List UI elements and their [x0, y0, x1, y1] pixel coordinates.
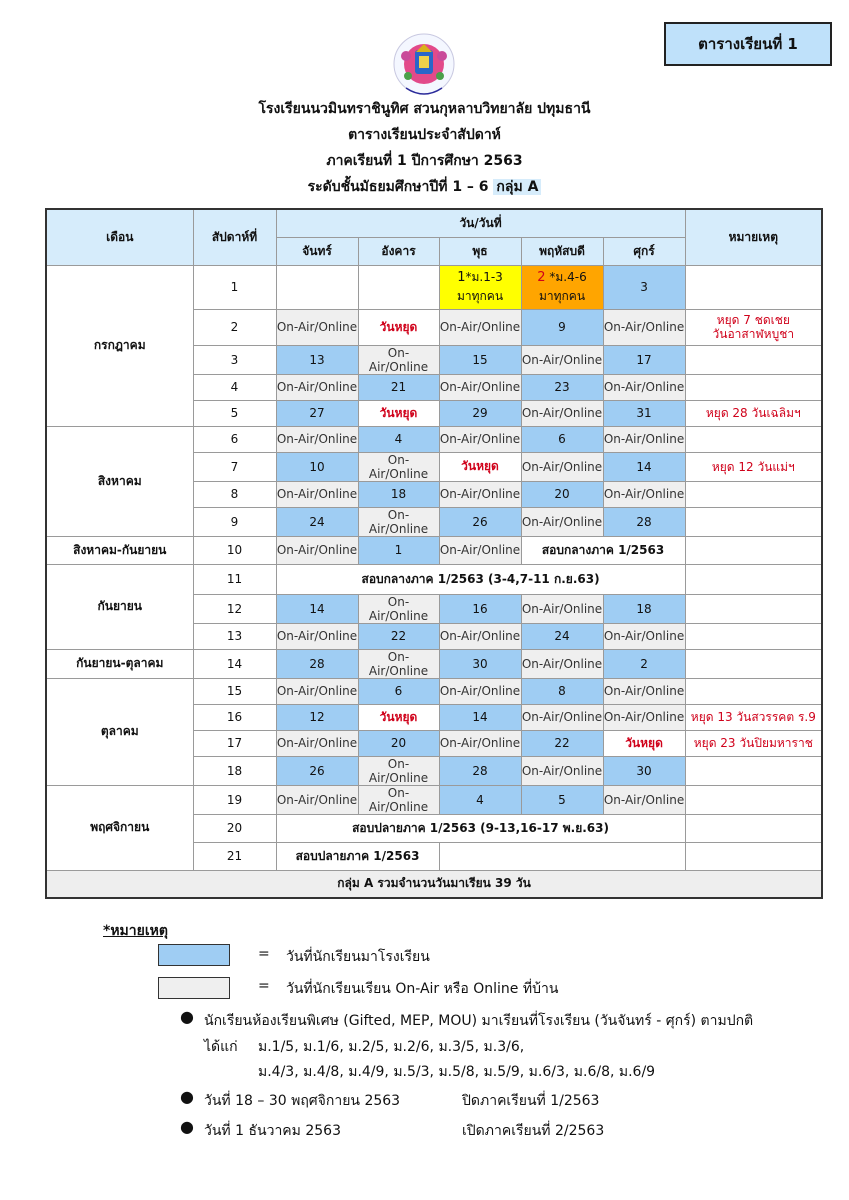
header-day: พฤหัสบดี: [521, 237, 603, 265]
note-cell: หยุด 28 วันเฉลิมฯ: [685, 400, 822, 426]
school-day-cell: 17: [603, 345, 685, 374]
bullet-close-date: วันที่ 18 – 30 พฤศจิกายน 2563: [204, 1093, 401, 1109]
school-day-cell: 4: [439, 785, 521, 814]
bullet-classes-label: ได้แก่: [204, 1039, 238, 1055]
first-day-cell: [439, 265, 521, 309]
week-number: 20: [193, 814, 276, 842]
week-number: 4: [193, 374, 276, 400]
online-day-cell: On-Air/Online: [521, 400, 603, 426]
school-day-cell: 6: [358, 678, 439, 704]
bullet-icon: ●: [180, 1007, 194, 1026]
school-day-cell: 14: [439, 704, 521, 730]
holiday-cell: วันหยุด: [603, 730, 685, 756]
online-day-cell: On-Air/Online: [521, 345, 603, 374]
schedule-table: [45, 208, 823, 899]
group-label: กลุ่ม A: [493, 179, 541, 195]
week-number: 12: [193, 594, 276, 623]
note-cell: [685, 345, 822, 374]
online-day-cell: On-Air/Online: [276, 730, 358, 756]
online-day-cell: On-Air/Online: [439, 481, 521, 507]
note-cell: [685, 623, 822, 649]
week-number: 5: [193, 400, 276, 426]
exam-cell: สอบปลายภาค 1/2563: [276, 842, 439, 870]
school-day-cell: 23: [521, 374, 603, 400]
school-day-cell: 10: [276, 452, 358, 481]
online-day-cell: On-Air/Online: [603, 785, 685, 814]
exam-cell: สอบกลางภาค 1/2563: [521, 536, 685, 564]
online-day-cell: On-Air/Online: [358, 649, 439, 678]
online-day-cell: On-Air/Online: [358, 785, 439, 814]
online-day-cell: On-Air/Online: [521, 704, 603, 730]
table-row: [46, 265, 822, 309]
online-day-cell: On-Air/Online: [439, 678, 521, 704]
online-day-cell: On-Air/Online: [439, 623, 521, 649]
week-number: 16: [193, 704, 276, 730]
school-emblem-icon: [386, 26, 462, 102]
week-number: 7: [193, 452, 276, 481]
note-cell: [685, 678, 822, 704]
schedule-title: ตารางเรียนประจำสัปดาห์: [348, 127, 501, 143]
school-day-cell: 4: [358, 426, 439, 452]
school-day-cell: 30: [439, 649, 521, 678]
note-cell: [685, 814, 822, 842]
school-day-cell: 28: [603, 507, 685, 536]
header-month: เดือน: [46, 209, 193, 265]
note-cell: [685, 481, 822, 507]
online-day-cell: On-Air/Online: [358, 345, 439, 374]
online-day-cell: On-Air/Online: [521, 649, 603, 678]
level-text: ระดับชั้นมัธยมศึกษาปีที่ 1 – 6: [307, 179, 489, 195]
note-cell: [685, 507, 822, 536]
month-cell: สิงหาคม: [46, 426, 193, 536]
table-row: [46, 785, 822, 814]
header-day: จันทร์: [276, 237, 358, 265]
school-day-cell: 22: [521, 730, 603, 756]
bullet-classes-line1: ม.1/5, ม.1/6, ม.2/5, ม.2/6, ม.3/5, ม.3/6,: [258, 1039, 525, 1055]
online-day-cell: On-Air/Online: [603, 678, 685, 704]
week-number: 14: [193, 649, 276, 678]
term-label: ภาคเรียนที่ 1 ปีการศึกษา 2563: [326, 153, 523, 169]
bullet-open-date: วันที่ 1 ธันวาคม 2563: [204, 1123, 341, 1139]
online-day-cell: On-Air/Online: [276, 309, 358, 345]
online-day-cell: On-Air/Online: [603, 704, 685, 730]
online-day-cell: On-Air/Online: [603, 426, 685, 452]
week-number: 3: [193, 345, 276, 374]
bullet-gifted-text: นักเรียนห้องเรียนพิเศษ (Gifted, MEP, MOU) มาเรียนที่โรงเรียน (วันจันทร์ - ศุกร์) ตามปกติ: [204, 1013, 754, 1029]
school-name: โรงเรียนนวมินทราชินูทิศ สวนกุหลาบวิทยาลัย ปทุมธานี: [258, 101, 591, 117]
note-cell: [685, 756, 822, 785]
school-day-cell: 26: [276, 756, 358, 785]
online-day-cell: On-Air/Online: [439, 426, 521, 452]
empty-cell: [358, 265, 439, 309]
table-row: [46, 536, 822, 564]
month-cell: กันยายน-ตุลาคม: [46, 649, 193, 678]
note-cell: [685, 536, 822, 564]
empty-cell: [276, 265, 358, 309]
table-row: [46, 426, 822, 452]
school-day-cell: 16: [439, 594, 521, 623]
online-day-cell: On-Air/Online: [276, 536, 358, 564]
bullet-open-text: เปิดภาคเรียนที่ 2/2563: [462, 1123, 605, 1139]
online-day-cell: On-Air/Online: [439, 536, 521, 564]
school-day-cell: 28: [276, 649, 358, 678]
online-day-cell: On-Air/Online: [276, 623, 358, 649]
attendance-note: มาทุกคน: [456, 289, 504, 303]
header-day: อังคาร: [358, 237, 439, 265]
legend-school-days: วันที่นักเรียนมาโรงเรียน: [286, 949, 430, 965]
school-day-cell: 20: [521, 481, 603, 507]
school-day-cell: 3: [603, 265, 685, 309]
school-day-cell: 21: [358, 374, 439, 400]
month-cell: ตุลาคม: [46, 678, 193, 785]
exam-cell: สอบกลางภาค 1/2563 (3-4,7-11 ก.ย.63): [276, 564, 685, 594]
header-day: ศุกร์: [603, 237, 685, 265]
day-number: 1: [457, 270, 466, 285]
legend-swatch-online: [158, 977, 230, 999]
note-cell: [685, 594, 822, 623]
first-day-cell: [521, 265, 603, 309]
online-day-cell: On-Air/Online: [358, 594, 439, 623]
week-number: 6: [193, 426, 276, 452]
legend-equals: =: [258, 946, 270, 962]
week-number: 15: [193, 678, 276, 704]
header-day: พุธ: [439, 237, 521, 265]
schedule-number-badge: ตารางเรียนที่ 1: [664, 22, 832, 66]
day-number: 2: [537, 270, 546, 285]
grade-note: *ม.1-3: [465, 270, 503, 284]
header-days-group: วัน/วันที่: [276, 209, 685, 237]
online-day-cell: On-Air/Online: [603, 309, 685, 345]
week-number: 19: [193, 785, 276, 814]
online-day-cell: On-Air/Online: [521, 452, 603, 481]
school-day-cell: 27: [276, 400, 358, 426]
bullet-classes-line2: ม.4/3, ม.4/8, ม.4/9, ม.5/3, ม.5/8, ม.5/9, ม.6/3, ม.6/8, ม.6/9: [258, 1064, 656, 1080]
school-day-cell: 24: [276, 507, 358, 536]
online-day-cell: On-Air/Online: [603, 374, 685, 400]
online-day-cell: On-Air/Online: [603, 623, 685, 649]
school-day-cell: 9: [521, 309, 603, 345]
legend-online-days: วันที่นักเรียนเรียน On-Air หรือ Online ที่บ้าน: [286, 981, 559, 997]
week-number: 13: [193, 623, 276, 649]
online-day-cell: On-Air/Online: [521, 507, 603, 536]
note-cell: [685, 265, 822, 309]
online-day-cell: On-Air/Online: [439, 730, 521, 756]
header-note: หมายเหตุ: [685, 209, 822, 265]
note-cell: [685, 374, 822, 400]
school-day-cell: 29: [439, 400, 521, 426]
week-number: 21: [193, 842, 276, 870]
school-day-cell: 18: [603, 594, 685, 623]
week-number: 9: [193, 507, 276, 536]
week-number: 11: [193, 564, 276, 594]
exam-cell: สอบปลายภาค 1/2563 (9-13,16-17 พ.ย.63): [276, 814, 685, 842]
bullet-icon: ●: [180, 1117, 194, 1136]
school-day-cell: 1: [358, 536, 439, 564]
header-week: สัปดาห์ที่: [193, 209, 276, 265]
month-cell: กรกฎาคม: [46, 265, 193, 426]
week-number: 17: [193, 730, 276, 756]
bullet-close-text: ปิดภาคเรียนที่ 1/2563: [462, 1093, 600, 1109]
week-number: 18: [193, 756, 276, 785]
grade-note: *ม.4-6: [545, 270, 587, 284]
table-row: [46, 678, 822, 704]
note-cell: [685, 649, 822, 678]
school-day-cell: 15: [439, 345, 521, 374]
note-cell: [685, 426, 822, 452]
legend-title: *หมายเหตุ: [103, 923, 168, 939]
month-cell: กันยายน: [46, 564, 193, 649]
online-day-cell: On-Air/Online: [276, 785, 358, 814]
school-day-cell: 5: [521, 785, 603, 814]
online-day-cell: On-Air/Online: [276, 678, 358, 704]
table-row: [46, 649, 822, 678]
note-cell: หยุด 7 ชดเชย วันอาสาฬหบูชา: [685, 309, 822, 345]
week-number: 1: [193, 265, 276, 309]
holiday-cell: วันหยุด: [358, 400, 439, 426]
school-day-cell: 22: [358, 623, 439, 649]
online-day-cell: On-Air/Online: [276, 481, 358, 507]
school-day-cell: 24: [521, 623, 603, 649]
online-day-cell: On-Air/Online: [276, 426, 358, 452]
note-cell: หยุด 13 วันสวรรคต ร.9: [685, 704, 822, 730]
online-day-cell: On-Air/Online: [276, 374, 358, 400]
bullet-icon: ●: [180, 1087, 194, 1106]
month-cell: พฤศจิกายน: [46, 785, 193, 870]
online-day-cell: On-Air/Online: [521, 756, 603, 785]
school-day-cell: 20: [358, 730, 439, 756]
week-number: 8: [193, 481, 276, 507]
school-day-cell: 28: [439, 756, 521, 785]
online-day-cell: On-Air/Online: [603, 481, 685, 507]
school-day-cell: 30: [603, 756, 685, 785]
table-row: [46, 564, 822, 594]
holiday-cell: วันหยุด: [358, 309, 439, 345]
school-day-cell: 18: [358, 481, 439, 507]
legend-swatch-school: [158, 944, 230, 966]
note-cell: หยุด 12 วันแม่ฯ: [685, 452, 822, 481]
empty-cell: [439, 842, 685, 870]
week-number: 2: [193, 309, 276, 345]
school-day-cell: 6: [521, 426, 603, 452]
online-day-cell: On-Air/Online: [358, 507, 439, 536]
school-day-cell: 31: [603, 400, 685, 426]
note-cell: [685, 785, 822, 814]
attendance-note: มาทุกคน: [538, 289, 586, 303]
online-day-cell: On-Air/Online: [439, 374, 521, 400]
school-day-cell: 8: [521, 678, 603, 704]
school-day-cell: 14: [276, 594, 358, 623]
week-number: 10: [193, 536, 276, 564]
month-cell: สิงหาคม-กันยายน: [46, 536, 193, 564]
online-day-cell: On-Air/Online: [439, 309, 521, 345]
legend-equals: =: [258, 978, 270, 994]
holiday-cell: วันหยุด: [358, 704, 439, 730]
level-label: [0, 176, 849, 198]
note-cell: หยุด 23 วันปิยมหาราช: [685, 730, 822, 756]
school-day-cell: 12: [276, 704, 358, 730]
school-day-cell: 14: [603, 452, 685, 481]
online-day-cell: On-Air/Online: [358, 756, 439, 785]
school-day-cell: 2: [603, 649, 685, 678]
online-day-cell: On-Air/Online: [358, 452, 439, 481]
holiday-cell: วันหยุด: [439, 452, 521, 481]
total-days-row: กลุ่ม A รวมจำนวนวันมาเรียน 39 วัน: [46, 870, 822, 898]
school-day-cell: 26: [439, 507, 521, 536]
school-day-cell: 13: [276, 345, 358, 374]
online-day-cell: On-Air/Online: [521, 594, 603, 623]
note-cell: [685, 564, 822, 594]
note-cell: [685, 842, 822, 870]
